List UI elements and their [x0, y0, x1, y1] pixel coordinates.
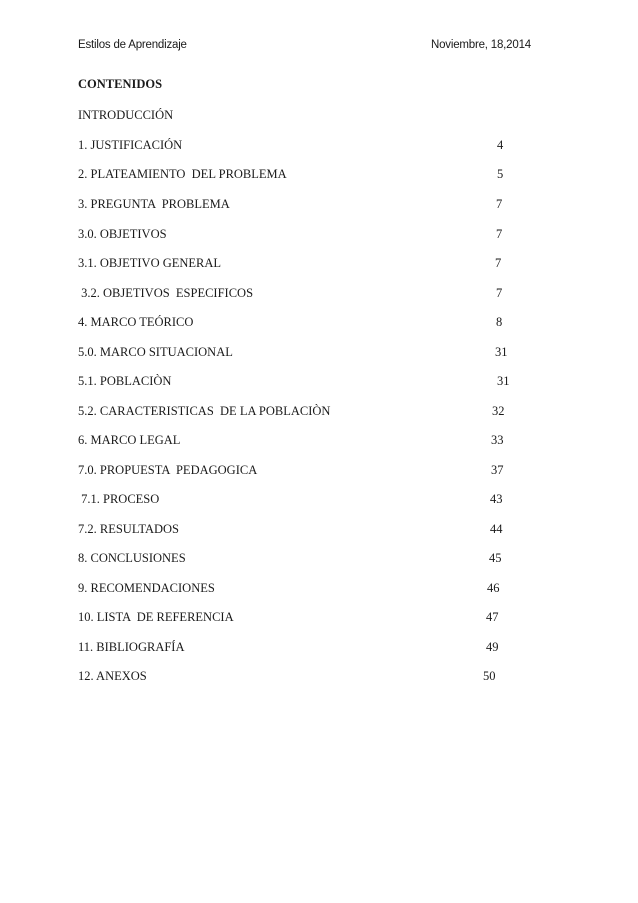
toc-entry-page: 45 — [489, 551, 502, 565]
toc-entry-label: 3.2. OBJETIVOS ESPECIFICOS — [78, 286, 254, 300]
toc-entry-label: 3. PREGUNTA PROBLEMA — [78, 197, 230, 211]
toc-entry-label: 1. JUSTIFICACIÓN — [78, 138, 183, 152]
toc-entry-page: 7 — [496, 286, 503, 300]
toc-entry-page: 4 — [497, 138, 504, 152]
toc-entry-label: 10. LISTA DE REFERENCIA — [78, 610, 234, 624]
toc-entry-label: 6. MARCO LEGAL — [78, 433, 181, 447]
toc-entry-label: 4. MARCO TEÓRICO — [78, 315, 194, 329]
toc-entry-page: 7 — [495, 256, 502, 270]
toc-entry-label: 5.2. CARACTERISTICAS DE LA POBLACIÒN — [78, 404, 331, 418]
toc-entry-label: 7.2. RESULTADOS — [78, 522, 179, 536]
toc-entry-page: 31 — [495, 345, 508, 359]
toc-entry-page: 7 — [496, 227, 503, 241]
running-header-date: Noviembre, 18,2014 — [431, 39, 531, 51]
toc-entry-label: 8. CONCLUSIONES — [78, 551, 186, 565]
toc-entry-page: 8 — [496, 315, 503, 329]
toc-entry-page: 50 — [483, 669, 496, 683]
toc-entry-page: 49 — [486, 640, 499, 654]
running-header-title: Estilos de Aprendizaje — [78, 39, 187, 51]
toc-entry-label: 3.0. OBJETIVOS — [78, 227, 167, 241]
toc-entry-label: 9. RECOMENDACIONES — [78, 581, 215, 595]
toc-title: CONTENIDOS — [78, 77, 163, 91]
toc-entry-page: 31 — [497, 374, 510, 388]
toc-entry-label: 12. ANEXOS — [78, 669, 147, 683]
toc-entry-page: 7 — [496, 197, 503, 211]
toc-intro: INTRODUCCIÓN — [78, 108, 174, 122]
toc-entry-page: 32 — [492, 404, 505, 418]
toc-entry-label: 11. BIBLIOGRAFÍA — [78, 640, 185, 654]
toc-entry-page: 44 — [490, 522, 503, 536]
toc-entry-label: 7.0. PROPUESTA PEDAGOGICA — [78, 463, 258, 477]
toc-entry-label: 2. PLATEAMIENTO DEL PROBLEMA — [78, 167, 287, 181]
toc-entry-label: 5.0. MARCO SITUACIONAL — [78, 345, 233, 359]
toc-entry-label: 7.1. PROCESO — [78, 492, 160, 506]
toc-entry-page: 5 — [497, 167, 504, 181]
toc-entry-page: 43 — [490, 492, 503, 506]
toc-entry-page: 46 — [487, 581, 500, 595]
toc-entry-page: 33 — [491, 433, 504, 447]
toc-entry-label: 3.1. OBJETIVO GENERAL — [78, 256, 222, 270]
toc-entry-page: 37 — [491, 463, 504, 477]
toc-entry-label: 5.1. POBLACIÒN — [78, 374, 172, 388]
toc-entry-page: 47 — [486, 610, 499, 624]
